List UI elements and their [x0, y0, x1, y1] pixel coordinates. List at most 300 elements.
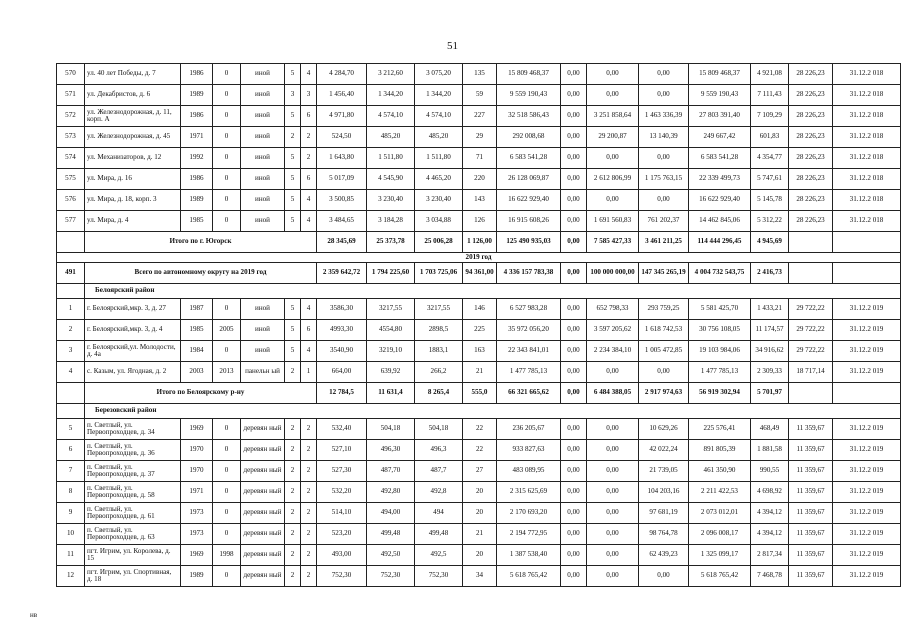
- table-cell: 22: [463, 440, 497, 461]
- address-cell: п. Светлый, ул. Первопроходцев, д. 37: [85, 461, 181, 482]
- table-cell: 1970: [181, 461, 213, 482]
- blank-cell: [789, 383, 833, 404]
- address-cell: п. Светлый, ул. Первопроходцев, д. 36: [85, 440, 181, 461]
- table-cell: 1984: [181, 341, 213, 362]
- table-row: [57, 461, 901, 482]
- total-value: 2 416,73: [751, 263, 789, 284]
- table-cell: 4: [301, 299, 317, 320]
- table-cell: 4: [301, 190, 317, 211]
- table-cell: 11 359,67: [789, 503, 833, 524]
- table-cell: 990,55: [751, 461, 789, 482]
- table-cell: 16 622 929,40: [689, 190, 751, 211]
- table-cell: 492,50: [367, 545, 415, 566]
- table-cell: 7 111,43: [751, 85, 789, 106]
- row-number: 574: [57, 148, 85, 169]
- table-cell: 126: [463, 211, 497, 232]
- table-cell: 601,83: [751, 127, 789, 148]
- table-cell: 4 545,90: [367, 169, 415, 190]
- table-cell: 29 722,22: [789, 341, 833, 362]
- row-number: 3: [57, 341, 85, 362]
- table-cell: 0: [213, 461, 241, 482]
- table-cell: 3: [301, 85, 317, 106]
- table-cell: 7 468,78: [751, 566, 789, 587]
- table-cell: 5: [285, 106, 301, 127]
- row-number: 10: [57, 524, 85, 545]
- row-number: 4: [57, 362, 85, 383]
- table-cell: 1 477 785,13: [497, 362, 561, 383]
- total-value: 125 490 935,03: [497, 232, 561, 253]
- table-cell: 29 722,22: [789, 320, 833, 341]
- table-cell: 2: [285, 461, 301, 482]
- table-cell: 135: [463, 64, 497, 85]
- table-cell: 3217,55: [367, 299, 415, 320]
- row-number: 572: [57, 106, 85, 127]
- blank-cell: [789, 263, 833, 284]
- table-cell: 0,00: [587, 440, 639, 461]
- table-cell: иной: [241, 190, 285, 211]
- table-cell: 3: [285, 85, 301, 106]
- total-value: 1 703 725,06: [415, 263, 463, 284]
- table-cell: 143: [463, 190, 497, 211]
- table-row: [57, 127, 901, 148]
- table-cell: 1 618 742,53: [639, 320, 689, 341]
- table-cell: 532,40: [317, 419, 367, 440]
- table-row: [57, 566, 901, 587]
- total-value: 4 004 732 543,75: [689, 263, 751, 284]
- table-cell: 6: [301, 106, 317, 127]
- table-cell: 0,00: [561, 419, 587, 440]
- table-row: [57, 85, 901, 106]
- total-value: 114 444 296,45: [689, 232, 751, 253]
- table-cell: 31.12.2 019: [833, 299, 901, 320]
- row-number: 570: [57, 64, 85, 85]
- row-number: 571: [57, 85, 85, 106]
- section-header-row: [57, 284, 901, 299]
- total-value: 11 631,4: [367, 383, 415, 404]
- table-cell: 1 643,80: [317, 148, 367, 169]
- table-cell: 485,20: [367, 127, 415, 148]
- table-cell: 1971: [181, 482, 213, 503]
- table-cell: 4: [301, 64, 317, 85]
- table-cell: 1985: [181, 211, 213, 232]
- table-row: [57, 440, 901, 461]
- table-cell: 31.12.2 019: [833, 482, 901, 503]
- table-cell: 20: [463, 503, 497, 524]
- table-cell: иной: [241, 299, 285, 320]
- table-cell: 31.12.2 018: [833, 64, 901, 85]
- table-cell: 0,00: [561, 190, 587, 211]
- row-number: 2: [57, 320, 85, 341]
- row-number: 576: [57, 190, 85, 211]
- table-cell: 31.12.2 019: [833, 545, 901, 566]
- table-cell: 2 194 772,95: [497, 524, 561, 545]
- address-cell: п. Светлый, ул. Первопроходцев, д. 63: [85, 524, 181, 545]
- table-cell: 31.12.2 018: [833, 211, 901, 232]
- table-cell: 2 817,34: [751, 545, 789, 566]
- table-cell: 0,00: [561, 64, 587, 85]
- blank-cell: [57, 284, 85, 299]
- table-cell: 16 622 929,40: [497, 190, 561, 211]
- table-cell: иной: [241, 64, 285, 85]
- table-cell: 0: [213, 127, 241, 148]
- table-cell: 220: [463, 169, 497, 190]
- table-cell: 5 747,61: [751, 169, 789, 190]
- table-cell: 2: [285, 566, 301, 587]
- table-row: [57, 169, 901, 190]
- table-cell: 3 212,60: [367, 64, 415, 85]
- table-cell: 0,00: [587, 461, 639, 482]
- table-cell: 0,00: [587, 64, 639, 85]
- table-cell: 2 073 012,01: [689, 503, 751, 524]
- table-cell: 494: [415, 503, 463, 524]
- table-cell: 28 226,23: [789, 64, 833, 85]
- table-cell: 487,7: [415, 461, 463, 482]
- table-cell: 0: [213, 299, 241, 320]
- table-cell: 2: [285, 419, 301, 440]
- table-cell: 28 226,23: [789, 127, 833, 148]
- table-cell: 664,00: [317, 362, 367, 383]
- table-cell: 0,00: [561, 85, 587, 106]
- table-cell: 0: [213, 106, 241, 127]
- address-cell: пгт. Игрим, ул. Королева, д. 15: [85, 545, 181, 566]
- total-value: 3 461 211,25: [639, 232, 689, 253]
- table-cell: 0,00: [561, 545, 587, 566]
- table-cell: 31.12.2 019: [833, 341, 901, 362]
- table-row: [57, 320, 901, 341]
- table-cell: 1 325 099,17: [689, 545, 751, 566]
- blank-cell: [57, 383, 85, 404]
- corner-note: нв: [30, 611, 38, 619]
- table-cell: 22 343 841,01: [497, 341, 561, 362]
- table-cell: 2 211 422,53: [689, 482, 751, 503]
- total-value: 25 373,78: [367, 232, 415, 253]
- table-cell: 31.12.2 019: [833, 461, 901, 482]
- total-value: 5 701,97: [751, 383, 789, 404]
- table-cell: 2 234 384,10: [587, 341, 639, 362]
- address-cell: ул. Мира, д. 18, корп. 3: [85, 190, 181, 211]
- total-label: Всего по автономному округу на 2019 год: [85, 263, 317, 284]
- table-cell: 6 527 983,28: [497, 299, 561, 320]
- table-cell: 29: [463, 127, 497, 148]
- total-value: 28 345,69: [317, 232, 367, 253]
- address-cell: пгт. Игрим, ул. Спортивная, д. 18: [85, 566, 181, 587]
- table-row: [57, 362, 901, 383]
- table-cell: 31.12.2 018: [833, 127, 901, 148]
- address-cell: п. Светлый, ул. Первопроходцев, д. 61: [85, 503, 181, 524]
- table-cell: 0,00: [561, 503, 587, 524]
- table-cell: 4 574,10: [415, 106, 463, 127]
- table-cell: 761 202,37: [639, 211, 689, 232]
- table-cell: 1986: [181, 106, 213, 127]
- table-cell: 4 971,80: [317, 106, 367, 127]
- table-row: [57, 524, 901, 545]
- table-cell: 97 681,19: [639, 503, 689, 524]
- row-number: 575: [57, 169, 85, 190]
- table-cell: 492,8: [415, 482, 463, 503]
- table-cell: 249 667,42: [689, 127, 751, 148]
- table-cell: 4554,80: [367, 320, 415, 341]
- table-cell: 4 574,10: [367, 106, 415, 127]
- table-cell: 0,00: [561, 299, 587, 320]
- table-cell: 0,00: [639, 190, 689, 211]
- table-cell: 0: [213, 440, 241, 461]
- table-cell: 5: [285, 190, 301, 211]
- table-cell: 485,20: [415, 127, 463, 148]
- table-cell: 31.12.2 018: [833, 169, 901, 190]
- total-value: 147 345 265,19: [639, 263, 689, 284]
- table-cell: 6: [301, 169, 317, 190]
- table-cell: 1992: [181, 148, 213, 169]
- table-cell: 0,00: [561, 148, 587, 169]
- table-cell: 1 344,20: [367, 85, 415, 106]
- table-cell: 11 359,67: [789, 419, 833, 440]
- table-cell: 1970: [181, 440, 213, 461]
- total-value: 94 361,00: [463, 263, 497, 284]
- table-cell: 10 629,26: [639, 419, 689, 440]
- table-cell: 5: [285, 341, 301, 362]
- table-cell: 13 140,39: [639, 127, 689, 148]
- table-cell: 0,00: [561, 482, 587, 503]
- total-value: 1 794 225,60: [367, 263, 415, 284]
- address-cell: г. Белоярский,мкр. 3, д. 4: [85, 320, 181, 341]
- table-cell: иной: [241, 85, 285, 106]
- total-value: 66 321 665,62: [497, 383, 561, 404]
- table-cell: 32 518 586,43: [497, 106, 561, 127]
- table-cell: 1 881,58: [751, 440, 789, 461]
- table-row: [57, 419, 901, 440]
- table-cell: 31.12.2 019: [833, 419, 901, 440]
- row-number: 6: [57, 440, 85, 461]
- table-cell: 28 226,23: [789, 106, 833, 127]
- table-cell: 4 921,08: [751, 64, 789, 85]
- table-cell: 9 559 190,43: [689, 85, 751, 106]
- table-cell: 4 465,20: [415, 169, 463, 190]
- table-cell: 1 005 472,85: [639, 341, 689, 362]
- table-cell: 0: [213, 169, 241, 190]
- table-row: [57, 503, 901, 524]
- table-cell: 29 722,22: [789, 299, 833, 320]
- table-cell: 1971: [181, 127, 213, 148]
- total-value: 25 006,28: [415, 232, 463, 253]
- row-number: 7: [57, 461, 85, 482]
- table-cell: 31.12.2 019: [833, 524, 901, 545]
- table-row: [57, 64, 901, 85]
- table-row: [57, 190, 901, 211]
- table-cell: 2 096 008,17: [689, 524, 751, 545]
- table-cell: 0,00: [587, 545, 639, 566]
- table-cell: 2: [301, 545, 317, 566]
- total-value: 56 919 302,94: [689, 383, 751, 404]
- table-cell: 0,00: [561, 362, 587, 383]
- table-cell: 532,20: [317, 482, 367, 503]
- address-cell: ул. Мира, д. 16: [85, 169, 181, 190]
- table-cell: 31.12.2 019: [833, 503, 901, 524]
- table-cell: 0: [213, 211, 241, 232]
- table-cell: 0,00: [587, 482, 639, 503]
- table-cell: 1986: [181, 169, 213, 190]
- total-row: [57, 232, 901, 253]
- table-cell: 1 344,20: [415, 85, 463, 106]
- table-cell: 0,00: [587, 148, 639, 169]
- table-cell: 5 581 425,70: [689, 299, 751, 320]
- table-cell: 3 500,85: [317, 190, 367, 211]
- table-cell: 499,48: [415, 524, 463, 545]
- table-cell: 31.12.2 018: [833, 106, 901, 127]
- table-cell: 0,00: [639, 64, 689, 85]
- blank-cell: [57, 232, 85, 253]
- table-cell: 5: [285, 148, 301, 169]
- table-cell: 5: [285, 211, 301, 232]
- table-cell: 28 226,23: [789, 148, 833, 169]
- table-cell: иной: [241, 320, 285, 341]
- table-cell: 3586,30: [317, 299, 367, 320]
- table-cell: 514,10: [317, 503, 367, 524]
- table-cell: 0,00: [561, 524, 587, 545]
- table-cell: 0,00: [639, 362, 689, 383]
- address-cell: г. Белоярский,мкр. 3, д. 27: [85, 299, 181, 320]
- table-cell: 492,80: [367, 482, 415, 503]
- table-cell: 891 805,39: [689, 440, 751, 461]
- table-cell: 27 803 391,40: [689, 106, 751, 127]
- table-cell: 504,18: [415, 419, 463, 440]
- table-cell: 499,48: [367, 524, 415, 545]
- table-cell: 5: [285, 64, 301, 85]
- total-value: 4 336 157 783,38: [497, 263, 561, 284]
- table-cell: 483 089,95: [497, 461, 561, 482]
- total-value: 6 484 388,05: [587, 383, 639, 404]
- table-cell: 22: [463, 419, 497, 440]
- address-cell: п. Светлый, ул. Первопроходцев, д. 58: [85, 482, 181, 503]
- table-cell: 0,00: [587, 362, 639, 383]
- table-cell: 2: [285, 440, 301, 461]
- table-cell: 3217,55: [415, 299, 463, 320]
- table-cell: 933 827,63: [497, 440, 561, 461]
- table-cell: 527,30: [317, 461, 367, 482]
- table-cell: 1 456,40: [317, 85, 367, 106]
- table-cell: 71: [463, 148, 497, 169]
- table-cell: 1 691 560,83: [587, 211, 639, 232]
- table-cell: 11 359,67: [789, 482, 833, 503]
- table-cell: 2: [301, 440, 317, 461]
- table-cell: 59: [463, 85, 497, 106]
- table-cell: 11 174,57: [751, 320, 789, 341]
- housing-register-table: [56, 63, 901, 587]
- table-cell: 1989: [181, 190, 213, 211]
- blank-cell: [57, 404, 85, 419]
- table-cell: 21: [463, 524, 497, 545]
- table-cell: 0: [213, 190, 241, 211]
- table-cell: 0,00: [561, 127, 587, 148]
- table-cell: деревян ный: [241, 524, 285, 545]
- table-cell: деревян ный: [241, 419, 285, 440]
- address-cell: ул. 40 лет Победы, д. 7: [85, 64, 181, 85]
- table-cell: 15 809 468,37: [689, 64, 751, 85]
- table-cell: 11 359,67: [789, 524, 833, 545]
- total-row: [57, 383, 901, 404]
- table-cell: иной: [241, 106, 285, 127]
- table-cell: 2: [301, 503, 317, 524]
- row-number: 8: [57, 482, 85, 503]
- table-cell: 0,00: [561, 106, 587, 127]
- table-row: [57, 148, 901, 169]
- table-cell: 2 315 625,69: [497, 482, 561, 503]
- table-cell: 18 717,14: [789, 362, 833, 383]
- table-cell: иной: [241, 148, 285, 169]
- table-row: [57, 211, 901, 232]
- total-value: 0,00: [561, 232, 587, 253]
- table-cell: 27: [463, 461, 497, 482]
- blank-cell: [833, 383, 901, 404]
- table-cell: 487,70: [367, 461, 415, 482]
- table-cell: 292 008,68: [497, 127, 561, 148]
- table-cell: 0,00: [587, 566, 639, 587]
- table-cell: 1 477 785,13: [689, 362, 751, 383]
- table-cell: 0,00: [561, 440, 587, 461]
- address-cell: п. Светлый, ул. Первопроходцев, д. 34: [85, 419, 181, 440]
- section-title: Березовский район: [85, 404, 901, 419]
- table-cell: 11 359,67: [789, 566, 833, 587]
- table-cell: 15 809 468,37: [497, 64, 561, 85]
- table-cell: 34: [463, 566, 497, 587]
- table-cell: 28 226,23: [789, 190, 833, 211]
- table-cell: 2898,5: [415, 320, 463, 341]
- table-cell: 5: [285, 299, 301, 320]
- table-cell: 3 597 205,62: [587, 320, 639, 341]
- address-cell: ул. Мира, д. 4: [85, 211, 181, 232]
- table-cell: деревян ный: [241, 503, 285, 524]
- table-cell: 1973: [181, 524, 213, 545]
- table-cell: 4 698,92: [751, 482, 789, 503]
- table-cell: 5 312,22: [751, 211, 789, 232]
- blank-cell: [833, 232, 901, 253]
- row-number: 1: [57, 299, 85, 320]
- table-cell: 225 576,41: [689, 419, 751, 440]
- table-cell: 2: [301, 566, 317, 587]
- table-cell: 4: [301, 341, 317, 362]
- year-header: 2019 год: [57, 253, 901, 263]
- table-row: [57, 545, 901, 566]
- table-cell: 0,00: [587, 524, 639, 545]
- table-cell: 22 339 499,73: [689, 169, 751, 190]
- table-cell: 21: [463, 362, 497, 383]
- total-value: 2 359 642,72: [317, 263, 367, 284]
- table-cell: 31.12.2 019: [833, 440, 901, 461]
- table-cell: деревян ный: [241, 545, 285, 566]
- table-cell: 2013: [213, 362, 241, 383]
- row-number: 491: [57, 263, 85, 284]
- table-cell: 3 230,40: [415, 190, 463, 211]
- table-cell: 3 251 858,64: [587, 106, 639, 127]
- table-cell: 30 756 108,05: [689, 320, 751, 341]
- table-cell: 3 484,65: [317, 211, 367, 232]
- table-cell: 34 916,62: [751, 341, 789, 362]
- table-cell: 146: [463, 299, 497, 320]
- table-cell: 0,00: [639, 85, 689, 106]
- address-cell: с. Казым, ул. Ягодная, д. 2: [85, 362, 181, 383]
- table-cell: 1: [301, 362, 317, 383]
- table-cell: 1989: [181, 566, 213, 587]
- total-value: 1 126,00: [463, 232, 497, 253]
- table-cell: 26 128 069,87: [497, 169, 561, 190]
- table-cell: 42 022,24: [639, 440, 689, 461]
- table-cell: 11 359,67: [789, 461, 833, 482]
- table-cell: 4 394,12: [751, 524, 789, 545]
- table-cell: иной: [241, 127, 285, 148]
- table-row: [57, 106, 901, 127]
- table-cell: 6: [301, 320, 317, 341]
- table-cell: 31.12.2 019: [833, 320, 901, 341]
- row-number: 5: [57, 419, 85, 440]
